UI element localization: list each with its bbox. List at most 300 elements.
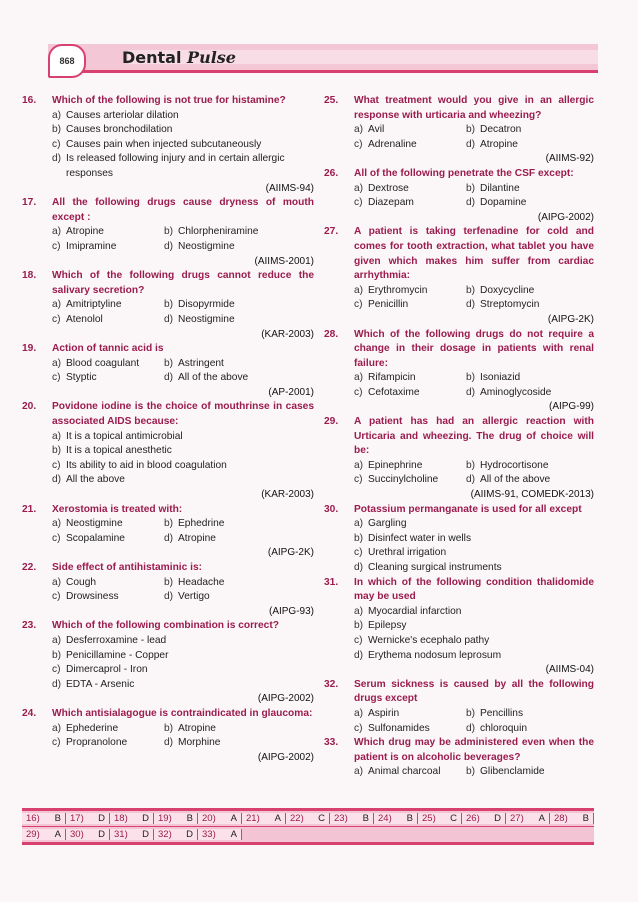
exam-source: (AIPG-99) xyxy=(548,401,594,413)
option-label: b) xyxy=(164,722,174,734)
option-text: Causes arteriolar dilation xyxy=(66,109,179,121)
option-text: Amitriptyline xyxy=(66,299,122,311)
option-row xyxy=(354,561,594,576)
option xyxy=(466,284,534,299)
option-label: d) xyxy=(466,386,476,398)
option-text: Dextrose xyxy=(368,182,409,194)
option-label: a) xyxy=(354,605,364,617)
question-number: 24. xyxy=(22,707,37,719)
answer-letter: B xyxy=(186,813,193,824)
answer-letter: C xyxy=(450,813,457,824)
option xyxy=(52,444,314,459)
answer-key-cell xyxy=(110,813,154,824)
option-text: Glibenclamide xyxy=(480,766,545,778)
question-text: Povidone iodine is the choice of mouthrinse in cases associated AIDS because: xyxy=(52,401,314,428)
question-number: 28. xyxy=(324,328,339,340)
option xyxy=(354,707,466,722)
question-text: All the following drugs cause dryness of mouth except : xyxy=(52,197,314,223)
option-label: c) xyxy=(354,474,363,486)
option xyxy=(466,123,521,138)
question-block xyxy=(22,619,314,707)
question-number: 30. xyxy=(324,503,339,515)
option-text: Epilepsy xyxy=(368,620,407,632)
option xyxy=(466,138,518,153)
question-block xyxy=(22,707,314,765)
option-row xyxy=(354,619,594,634)
question-block xyxy=(324,167,594,225)
option-text: Disopyrmide xyxy=(178,299,235,311)
option xyxy=(466,298,539,313)
question-block xyxy=(324,503,594,576)
option-label: c) xyxy=(354,634,363,646)
option-text: Streptomycin xyxy=(480,299,540,311)
option-text: Disinfect water in wells xyxy=(368,532,472,544)
option-label: a) xyxy=(52,109,62,121)
option xyxy=(52,678,314,693)
option-label: c) xyxy=(52,138,61,150)
option-label: d) xyxy=(164,313,174,325)
answer-key-cell xyxy=(154,829,198,840)
answer-question-number: 18) xyxy=(114,813,128,824)
question-number: 21. xyxy=(22,503,37,515)
question-text: Which of the following drugs cannot reduce the salivary secretion? xyxy=(52,270,314,296)
question-text: Action of tannic acid is xyxy=(52,343,164,355)
option-row xyxy=(52,532,314,547)
option-text: Headache xyxy=(178,576,225,588)
option-text: Chlorpheniramine xyxy=(178,226,259,238)
exam-source: (AIIMS-94) xyxy=(265,182,314,194)
option-row xyxy=(354,459,594,474)
options-list xyxy=(324,371,594,400)
question-number: 22. xyxy=(22,562,37,573)
answer-question-number: 32) xyxy=(158,829,172,840)
option-label: a) xyxy=(52,226,62,238)
option xyxy=(164,371,248,386)
option-label: b) xyxy=(466,766,476,778)
option-row xyxy=(52,678,314,693)
option-text: Its ability to aid in blood coagulation xyxy=(66,459,227,471)
option-text: Avil xyxy=(368,124,385,136)
option-label: d) xyxy=(164,591,174,603)
answer-key-cell xyxy=(374,813,418,824)
answer-letter: D xyxy=(98,829,105,840)
option-label: a) xyxy=(354,707,364,719)
option xyxy=(52,357,164,372)
option-row xyxy=(354,284,594,299)
page-number: 868 xyxy=(48,44,86,78)
answer-letter: D xyxy=(142,829,149,840)
option-label: c) xyxy=(52,532,61,544)
answer-key-cell xyxy=(418,813,462,824)
option xyxy=(52,736,164,751)
answer-key-cell xyxy=(506,813,550,824)
question-header xyxy=(324,328,594,372)
option-text: Sulfonamides xyxy=(368,722,430,734)
option xyxy=(466,386,551,401)
options-list xyxy=(22,298,314,327)
option-text: Cough xyxy=(66,576,97,588)
option xyxy=(52,459,314,474)
question-block xyxy=(324,678,594,736)
option-text: Scopalamine xyxy=(66,532,125,544)
option-text: Penicillamine - Copper xyxy=(66,649,169,661)
option xyxy=(354,722,466,737)
exam-source: (AIIMS-2001) xyxy=(254,255,314,267)
option-label: d) xyxy=(164,532,174,544)
option-label: d) xyxy=(52,678,62,690)
option-label: d) xyxy=(52,474,62,486)
options-list xyxy=(22,634,314,692)
question-text: Which of the following drugs do not require a change in their dosage in patients with renal failure: xyxy=(354,328,594,369)
option-text: Animal charcoal xyxy=(368,766,441,778)
option-label: b) xyxy=(164,299,174,311)
right-column xyxy=(324,94,594,780)
option-label: a) xyxy=(52,518,62,530)
option-text: Imipramine xyxy=(66,240,117,252)
option-row xyxy=(354,138,594,153)
option-row xyxy=(354,371,594,386)
answer-question-number: 31) xyxy=(114,829,128,840)
option-label: d) xyxy=(466,474,476,486)
option-text: All of the above xyxy=(178,372,249,384)
question-header xyxy=(324,94,594,123)
option-row xyxy=(52,649,314,664)
exam-source: (AIPG-2002) xyxy=(257,751,314,763)
answer-key-row xyxy=(22,811,594,827)
option xyxy=(52,313,164,328)
option-text: Epinephrine xyxy=(368,459,423,471)
option-text: Atropine xyxy=(178,722,216,734)
question-text: In which of the following condition thalidomide may be used xyxy=(354,576,594,603)
option-label: b) xyxy=(354,620,364,632)
question-block xyxy=(22,400,314,502)
option-label: d) xyxy=(164,737,174,749)
exam-source: (AIPG-2K) xyxy=(547,313,594,325)
option-text: It is a topical anesthetic xyxy=(66,445,172,457)
question-block xyxy=(22,269,314,342)
option-label: c) xyxy=(52,240,61,252)
exam-source: (AIIMS-92) xyxy=(545,153,594,165)
option-label: a) xyxy=(354,124,364,136)
question-text: Serum sickness is caused by all the following drugs except xyxy=(354,678,594,705)
option-text: Neostigmine xyxy=(66,518,123,530)
option-row xyxy=(354,532,594,547)
answer-letter: C xyxy=(318,813,325,824)
question-number: 25. xyxy=(324,95,339,106)
question-header xyxy=(324,225,594,283)
option xyxy=(52,663,314,678)
question-block xyxy=(324,576,594,678)
question-header xyxy=(324,415,594,459)
option-row xyxy=(52,459,314,474)
option-label: a) xyxy=(354,459,364,471)
exam-source: (AP-2001) xyxy=(268,386,314,398)
option xyxy=(52,152,314,181)
exam-source: (KAR-2003) xyxy=(261,328,314,340)
answer-letter: B xyxy=(406,813,413,824)
option-text: Atenolol xyxy=(66,313,103,325)
exam-source: (AIIMS-04) xyxy=(545,664,594,676)
option-label: b) xyxy=(164,518,174,530)
question-header xyxy=(22,619,314,634)
option-label: d) xyxy=(164,240,174,252)
option-text: Adrenaline xyxy=(368,138,417,150)
exam-source: (AIIMS-91, COMEDK-2013) xyxy=(470,489,594,501)
option xyxy=(354,546,594,561)
option xyxy=(466,459,549,474)
options-list xyxy=(324,707,594,736)
option-label: b) xyxy=(466,182,476,194)
question-header xyxy=(22,196,314,225)
question-text: Xerostomia is treated with: xyxy=(52,503,183,515)
answer-key-cell xyxy=(550,813,594,824)
option xyxy=(164,532,216,547)
option-label: b) xyxy=(466,459,476,471)
answer-key-cell xyxy=(154,813,198,824)
answer-question-number: 25) xyxy=(422,813,436,824)
option-text: Blood coagulant xyxy=(66,357,140,369)
option-label: a) xyxy=(52,722,62,734)
question-number: 18. xyxy=(22,270,37,282)
option-text: Atropine xyxy=(480,138,518,150)
option-text: Morphine xyxy=(178,737,221,749)
option-label: b) xyxy=(52,124,62,136)
option-row xyxy=(354,473,594,488)
answer-key-cell xyxy=(198,829,242,840)
option xyxy=(52,371,164,386)
option xyxy=(354,138,466,153)
option-row xyxy=(52,123,314,138)
answer-question-number: 19) xyxy=(158,813,172,824)
options-list xyxy=(22,722,314,751)
option xyxy=(52,240,164,255)
option xyxy=(354,473,466,488)
option xyxy=(164,722,216,737)
option-row xyxy=(52,371,314,386)
option xyxy=(164,225,258,240)
question-header xyxy=(22,342,314,357)
answer-letter: A xyxy=(274,813,281,824)
option-row xyxy=(354,546,594,561)
option xyxy=(52,109,314,124)
option xyxy=(354,605,594,620)
option-row xyxy=(354,649,594,664)
option-label: a) xyxy=(354,182,364,194)
answer-letter: A xyxy=(230,829,237,840)
answer-key-cell xyxy=(198,813,242,824)
answer-key-cell xyxy=(330,813,374,824)
answer-question-number: 26) xyxy=(466,813,480,824)
option xyxy=(164,736,220,751)
option-text: Pencillins xyxy=(480,707,524,719)
option-row xyxy=(354,123,594,138)
question-text: Which of the following combination is correct? xyxy=(52,620,279,632)
option-text: Dilantine xyxy=(480,182,520,194)
answer-letter: A xyxy=(230,813,237,824)
question-text: Which of the following is not true for histamine? xyxy=(52,95,286,106)
option-text: Erythromycin xyxy=(368,284,428,296)
option-text: Causes pain when injected subcutaneously xyxy=(66,138,262,150)
question-block xyxy=(324,415,594,503)
answer-key xyxy=(22,808,594,845)
question-block xyxy=(22,94,314,196)
exam-source: (AIPG-2002) xyxy=(537,211,594,223)
options-list xyxy=(22,225,314,254)
option xyxy=(164,517,224,532)
option xyxy=(354,182,466,197)
option xyxy=(164,590,210,605)
question-number: 17. xyxy=(22,197,37,209)
answer-question-number: 17) xyxy=(70,813,84,824)
option-text: Aminoglycoside xyxy=(480,386,552,398)
answer-question-number: 16) xyxy=(26,813,40,824)
option-text: Dimercaprol - Iron xyxy=(66,664,148,676)
option-text: EDTA - Arsenic xyxy=(66,678,135,690)
answer-key-cell xyxy=(22,813,66,824)
question-block xyxy=(22,196,314,269)
option xyxy=(52,517,164,532)
option-row xyxy=(354,517,594,532)
option-text: Diazepam xyxy=(368,197,414,209)
option-text: Is released following injury and in certain allergic responses xyxy=(66,153,285,179)
option-text: Atropine xyxy=(66,226,104,238)
option xyxy=(354,532,594,547)
option xyxy=(354,459,466,474)
option-row xyxy=(354,298,594,313)
answer-key-cell xyxy=(22,829,66,840)
option-text: Isoniazid xyxy=(480,372,521,384)
option-label: c) xyxy=(52,459,61,471)
answer-key-cell xyxy=(462,813,506,824)
option-label: b) xyxy=(164,357,174,369)
options-list xyxy=(324,459,594,488)
option-text: Ephederine xyxy=(66,722,119,734)
option-label: d) xyxy=(466,197,476,209)
option-label: c) xyxy=(354,197,363,209)
option-text: Myocardial infarction xyxy=(368,605,462,617)
option xyxy=(354,649,594,664)
option-text: Hydrocortisone xyxy=(480,459,549,471)
question-header xyxy=(22,94,314,109)
option-row xyxy=(354,707,594,722)
options-list xyxy=(22,576,314,605)
question-block xyxy=(22,561,314,619)
question-text: All of the following penetrate the CSF except: xyxy=(354,167,574,179)
option-text: Astringent xyxy=(178,357,224,369)
option-label: c) xyxy=(354,386,363,398)
options-list xyxy=(22,430,314,488)
option-label: d) xyxy=(164,372,174,384)
option xyxy=(354,284,466,299)
options-list xyxy=(324,517,594,575)
question-block xyxy=(324,94,594,167)
option-text: Gargling xyxy=(368,518,407,530)
option-text: Doxycycline xyxy=(480,284,535,296)
question-number: 31. xyxy=(324,576,339,588)
question-header xyxy=(324,576,594,605)
answer-question-number: 20) xyxy=(202,813,216,824)
option-label: b) xyxy=(164,576,174,588)
answer-key-cell xyxy=(286,813,330,824)
option xyxy=(52,138,314,153)
question-text: A patient is taking terfenadine for cold and comes for tooth extraction, what tablet you have given which makes him suffer from cardiac arrhythmia: xyxy=(354,226,594,282)
option xyxy=(52,722,164,737)
question-header xyxy=(324,167,594,182)
options-list xyxy=(324,765,594,780)
question-block xyxy=(22,503,314,561)
option xyxy=(466,707,523,722)
option-label: c) xyxy=(52,313,61,325)
answer-question-number: 24) xyxy=(378,813,392,824)
option-text: Decatron xyxy=(480,124,522,136)
option-text: Erythema nodosum leprosum xyxy=(368,649,502,661)
question-block xyxy=(22,342,314,400)
question-number: 27. xyxy=(324,226,339,238)
option xyxy=(354,619,594,634)
option xyxy=(354,371,466,386)
answer-letter: D xyxy=(142,813,149,824)
option-text: Penicillin xyxy=(368,299,409,311)
options-list xyxy=(324,605,594,663)
question-block xyxy=(324,225,594,327)
answer-letter: A xyxy=(538,813,545,824)
question-block xyxy=(324,736,594,780)
answer-question-number: 33) xyxy=(202,829,216,840)
option-label: b) xyxy=(466,124,476,136)
option-label: a) xyxy=(354,372,364,384)
option-label: c) xyxy=(52,591,61,603)
option xyxy=(52,225,164,240)
option xyxy=(466,371,520,386)
option-label: a) xyxy=(52,634,62,646)
option-label: a) xyxy=(52,430,62,442)
option-label: a) xyxy=(354,518,364,530)
left-column xyxy=(22,94,314,765)
option-row xyxy=(52,298,314,313)
option xyxy=(466,473,550,488)
exam-source: (AIPG-93) xyxy=(268,605,314,617)
option-text: Dopamine xyxy=(480,197,527,209)
option-row xyxy=(52,109,314,124)
option-label: c) xyxy=(354,138,363,150)
option-text: Atropine xyxy=(178,532,216,544)
option xyxy=(164,357,224,372)
option-label: a) xyxy=(52,299,62,311)
option xyxy=(52,430,314,445)
option-row xyxy=(52,430,314,445)
question-number: 16. xyxy=(22,95,37,106)
options-list xyxy=(22,517,314,546)
option-label: a) xyxy=(354,766,364,778)
exam-source: (AIPG-2002) xyxy=(257,693,314,705)
answer-letter: D xyxy=(98,813,105,824)
option-text: Neostigmine xyxy=(178,240,235,252)
question-text: Which antisialagogue is contraindicated in glaucoma: xyxy=(52,707,313,719)
answer-question-number: 30) xyxy=(70,829,84,840)
brand-title: Dental Pulse xyxy=(122,48,236,67)
option-row xyxy=(354,605,594,620)
option xyxy=(52,532,164,547)
option-row xyxy=(52,152,314,181)
option-row xyxy=(52,576,314,591)
answer-question-number: 21) xyxy=(246,813,260,824)
question-header xyxy=(22,561,314,576)
option-label: d) xyxy=(354,649,364,661)
option xyxy=(354,561,594,576)
option-row xyxy=(52,473,314,488)
option xyxy=(354,517,594,532)
option xyxy=(52,576,164,591)
